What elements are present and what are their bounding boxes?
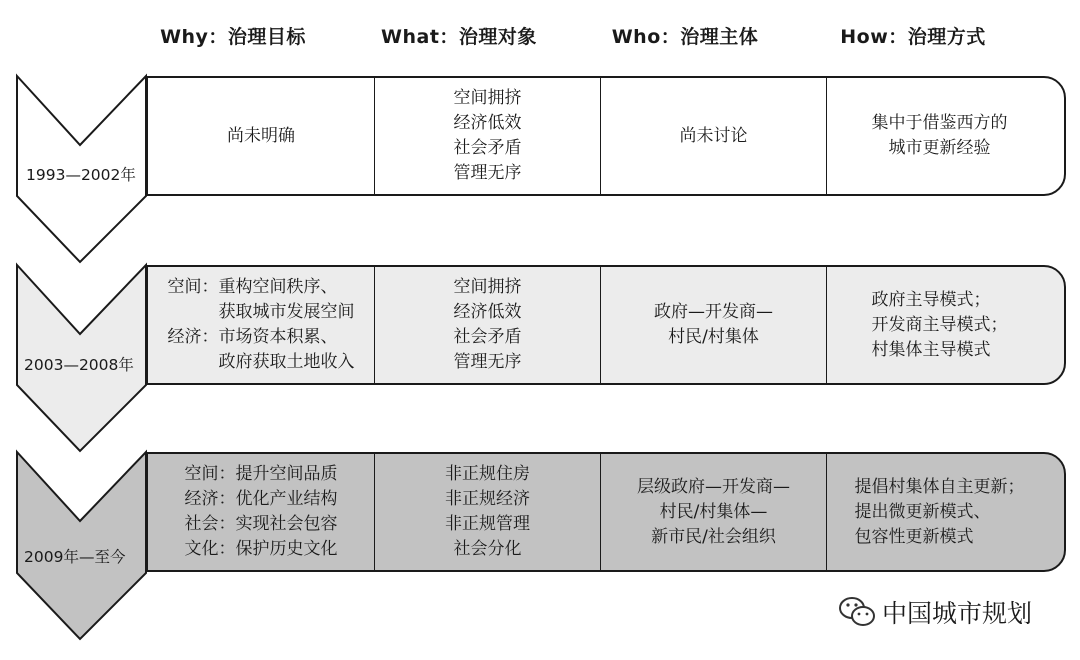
cell-line: 政府—开发商— — [654, 302, 773, 322]
stage-row-1 — [146, 76, 1066, 196]
cell-line: 文化：保护历史文化 — [184, 539, 338, 559]
cell-why — [148, 78, 374, 194]
cell-why — [148, 454, 374, 570]
cell-line: 经济低效 — [453, 302, 522, 322]
cell-line: 社会分化 — [453, 539, 522, 559]
cell-line: 获取城市发展空间 — [167, 302, 355, 322]
cell-why — [148, 267, 374, 383]
cell-line: 经济低效 — [453, 113, 522, 133]
cell-line: 村民/村集体— — [659, 501, 768, 522]
cell-what — [374, 78, 600, 194]
watermark-text: 中国城市规划 — [882, 599, 1033, 628]
header-what: What：治理对象 — [381, 26, 537, 48]
cell-line: 村集体主导模式 — [871, 339, 991, 360]
cell-line: 空间拥挤 — [453, 277, 522, 297]
cell-line: 空间：重构空间秩序、 — [167, 277, 338, 297]
stage-row-3 — [146, 452, 1066, 572]
cell-how — [826, 78, 1052, 194]
watermark — [838, 594, 1032, 630]
cell-line: 非正规管理 — [445, 514, 530, 534]
cell-line: 包容性更新模式 — [854, 526, 974, 547]
header-who: Who：治理主体 — [611, 26, 759, 48]
cell-how — [826, 454, 1052, 570]
cell-line: 政府获取土地收入 — [167, 352, 355, 372]
period-label-stage-1: 1993—2002年 — [26, 166, 136, 184]
stage-row-2 — [146, 265, 1066, 385]
cell-line: 非正规住房 — [445, 464, 530, 484]
cell-who — [600, 267, 826, 383]
cell-line: 经济：市场资本积累、 — [167, 327, 338, 347]
cell-line: 提出微更新模式、 — [854, 501, 991, 522]
cell-line: 开发商主导模式； — [871, 314, 1008, 335]
cell-line: 非正规经济 — [445, 489, 530, 509]
cell-line: 社会矛盾 — [453, 327, 522, 347]
header-why: Why：治理目标 — [160, 26, 306, 48]
cell-line: 尚未讨论 — [679, 125, 748, 146]
cell-line: 村民/村集体 — [668, 327, 759, 347]
cell-line: 提倡村集体自主更新； — [854, 476, 1025, 497]
cell-line: 社会矛盾 — [453, 138, 522, 158]
cell-line: 集中于借鉴西方的 — [871, 113, 1008, 133]
cell-line: 城市更新经验 — [888, 138, 991, 158]
cell-line: 政府主导模式； — [871, 289, 991, 310]
cell-line: 管理无序 — [453, 352, 522, 372]
period-label-stage-3: 2009年—至今 — [24, 548, 126, 566]
period-label-stage-2: 2003—2008年 — [24, 356, 134, 374]
cell-line: 层级政府—开发商— — [637, 476, 790, 497]
cell-line: 管理无序 — [453, 163, 522, 183]
cell-what — [374, 454, 600, 570]
cell-line: 空间拥挤 — [453, 88, 522, 108]
wechat-icon — [838, 595, 876, 629]
cell-line: 新市民/社会组织 — [651, 526, 776, 547]
cell-line: 尚未明确 — [227, 125, 295, 146]
cell-who — [600, 78, 826, 194]
cell-how — [826, 267, 1052, 383]
cell-line: 空间：提升空间品质 — [184, 464, 338, 484]
cell-line: 社会：实现社会包容 — [184, 514, 338, 534]
cell-who — [600, 454, 826, 570]
header-how: How：治理方式 — [840, 26, 986, 48]
cell-line: 经济：优化产业结构 — [184, 489, 338, 509]
cell-what — [374, 267, 600, 383]
